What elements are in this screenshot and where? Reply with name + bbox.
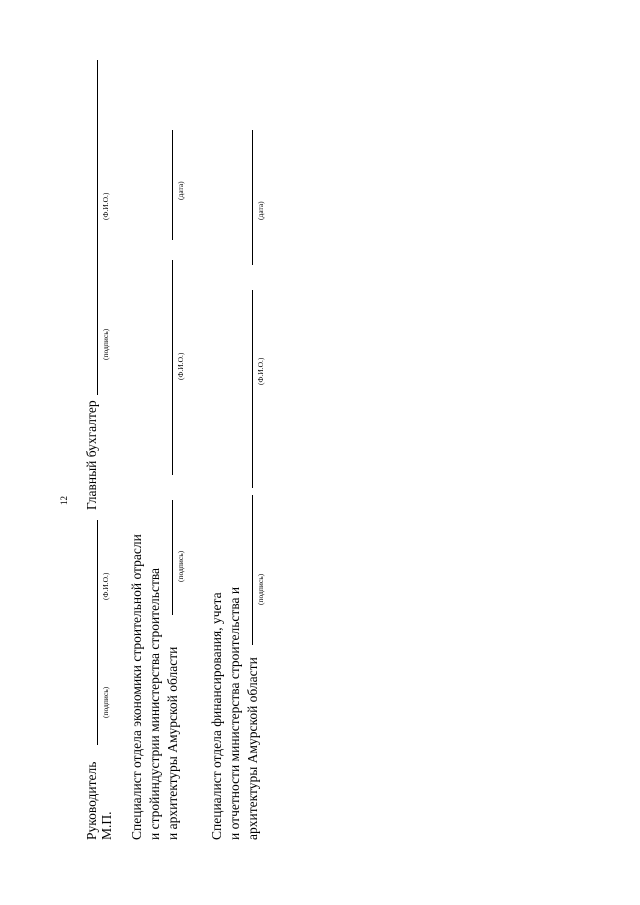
specialist-economics-date-caption: (дата): [176, 181, 185, 200]
specialist-finance-date-line: [252, 130, 253, 265]
specialist-finance-line-1: Специалист отдела финансирования, учета: [209, 592, 224, 840]
specialist-finance-signature-line: [252, 495, 253, 645]
specialist-economics-name-line: [172, 260, 173, 475]
rotated-page-content: [60, 60, 280, 840]
specialist-finance-line-2: и отчетности министерства строительства и: [227, 586, 242, 840]
specialist-finance-signature-caption: (подпись): [256, 573, 265, 605]
director-name-caption: (Ф.И.О.): [101, 572, 110, 600]
specialist-economics-line-2: и стройиндустрии министерства строительства: [147, 567, 162, 840]
specialist-finance-date-caption: (дата): [256, 201, 265, 220]
director-title: Руководитель: [84, 761, 99, 840]
chief-accountant-title: Главный бухгалтер: [84, 400, 99, 510]
chief-accountant-signature-line: [97, 60, 98, 395]
specialist-economics-signature-line: [172, 500, 173, 615]
director-signature-line: [97, 520, 98, 745]
specialist-economics-signature-caption: (подпись): [176, 550, 185, 582]
specialist-economics-line-1: Специалист отдела экономики строительной отрасли: [129, 534, 144, 840]
chief-accountant-signature-caption: (подпись): [101, 328, 110, 360]
page-number: 12: [59, 496, 69, 505]
specialist-economics-line-3: и архитектуры Амурской области: [165, 646, 180, 840]
director-signature-caption: (подпись): [101, 686, 110, 718]
specialist-finance-name-line: [252, 290, 253, 488]
specialist-economics-name-caption: (Ф.И.О.): [176, 352, 185, 380]
specialist-economics-date-line: [172, 130, 173, 240]
seal-label: М.П.: [99, 811, 114, 840]
specialist-finance-line-3: архитектуры Амурской области: [245, 657, 260, 840]
specialist-finance-name-caption: (Ф.И.О.): [256, 357, 265, 385]
chief-accountant-name-caption: (Ф.И.О.): [101, 192, 110, 220]
